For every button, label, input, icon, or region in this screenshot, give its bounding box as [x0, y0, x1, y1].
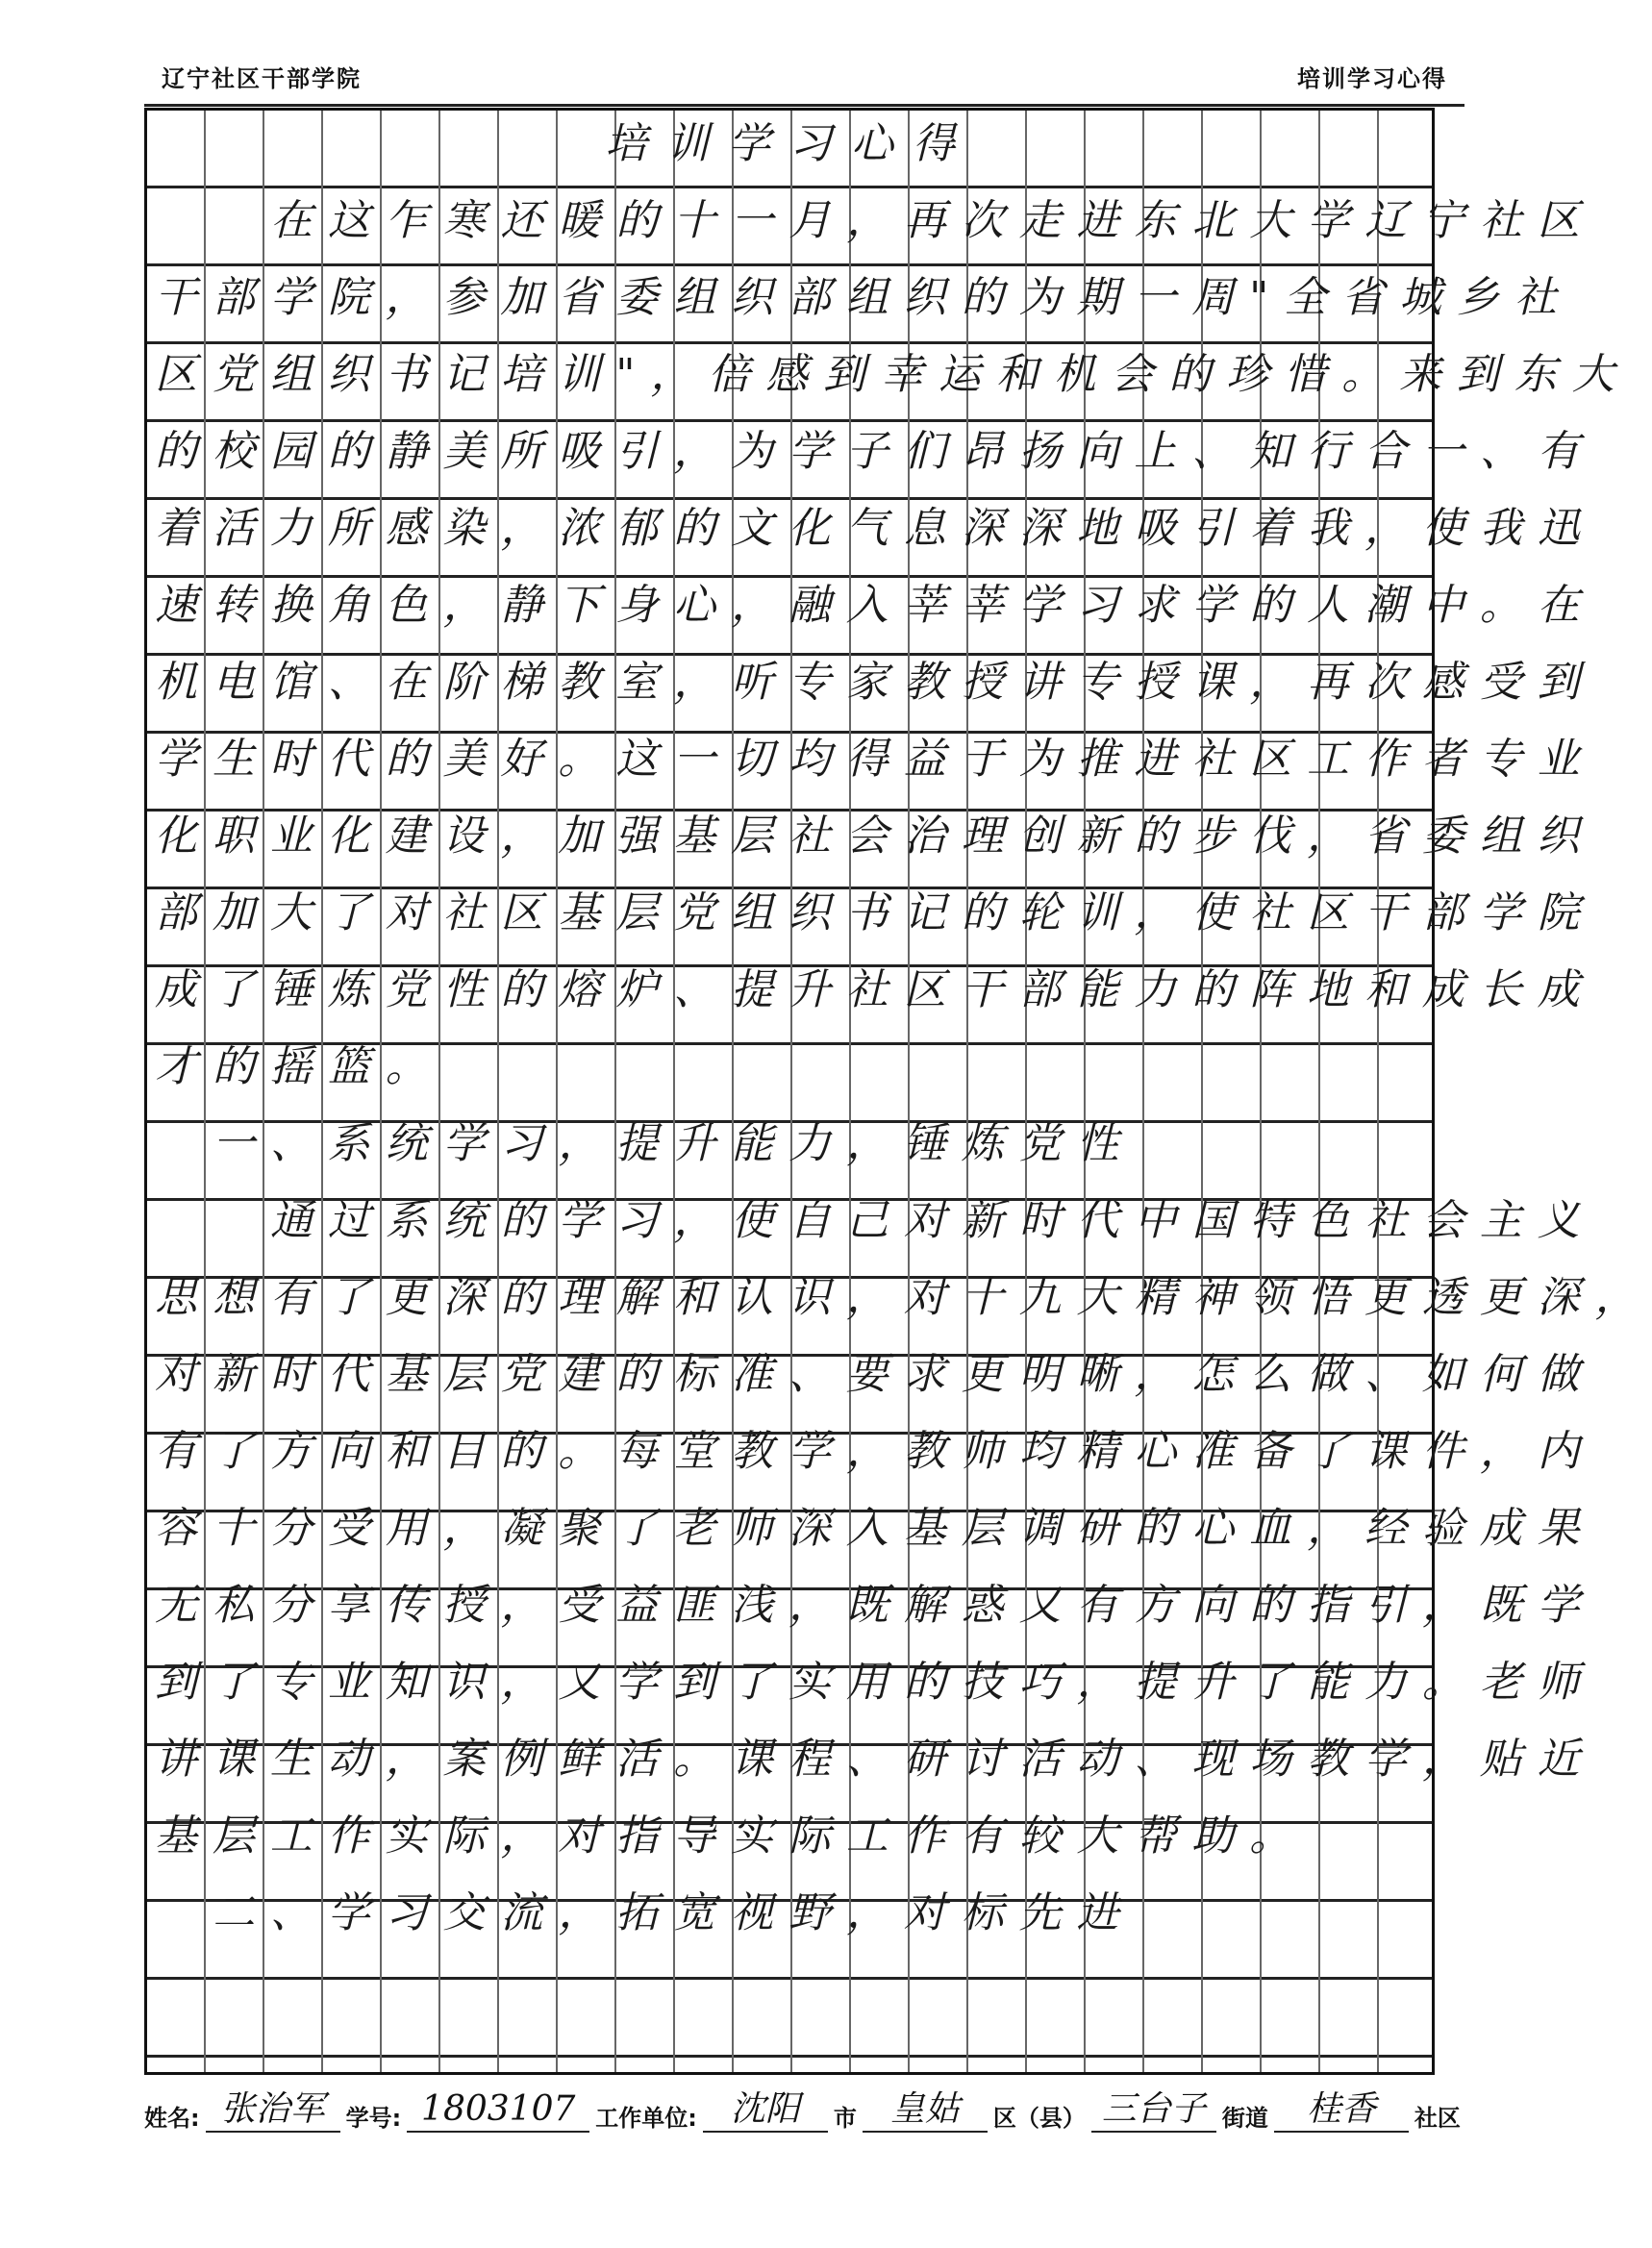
essay-line: 成了锤炼党性的熔炉、提升社区干部能力的阵地和成长成 — [155, 965, 1595, 1014]
writing-grid — [144, 108, 1652, 2075]
essay-line: 讲课生动，案例鲜活。课程、研讨活动、现场教学，贴近 — [155, 1735, 1595, 1784]
essay-line: 通过系统的学习，使自己对新时代中国特色社会主义 — [270, 1196, 1595, 1245]
community-field: 桂香 — [1274, 2090, 1409, 2133]
essay-line: 化职业化建设，加强基层社会治理创新的步伐，省委组织 — [155, 812, 1595, 861]
work-unit-label: 工作单位: — [595, 2105, 697, 2132]
essay-line: 无私分享传授，受益匪浅，既解惑又有方向的指引，既学 — [155, 1581, 1595, 1630]
essay-line: 着活力所感染，浓郁的文化气息深深地吸引着我，使我迅 — [155, 504, 1595, 553]
essay-line: 对新时代基层党建的标准、要求更明晰，怎么做、如何做 — [155, 1350, 1595, 1399]
essay-line: 基层工作实际，对指导实际工作有较大帮助。 — [155, 1811, 1307, 1861]
section-heading: 二、学习交流，拓宽视野，对标先进 — [213, 1888, 1135, 1937]
institution-name: 辽宁社区干部学院 — [162, 65, 362, 92]
city-field: 沈阳 — [703, 2090, 828, 2133]
street-suffix: 街道 — [1221, 2105, 1268, 2132]
essay-line: 有了方向和目的。每堂教学，教师均精心准备了课件，内 — [155, 1427, 1595, 1476]
essay-line: 到了专业知识，又学到了实用的技巧，提升了能力。老师 — [155, 1658, 1595, 1707]
student-id-field: 1803107 — [407, 2090, 589, 2133]
name-field: 张治军 — [206, 2090, 340, 2133]
essay-line: 机电馆、在阶梯教室，听专家教授讲专授课，再次感受到 — [155, 658, 1595, 707]
district-field: 皇姑 — [863, 2090, 988, 2133]
essay-line: 区党组织书记培训"，倍感到幸运和机会的珍惜。来到东大 — [155, 350, 1630, 399]
essay-line: 学生时代的美好。这一切均得益于为推进社区工作者专业 — [155, 735, 1595, 784]
community-suffix: 社区 — [1414, 2105, 1461, 2132]
essay-line: 干部学院，参加省委组织部组织的为期一周"全省城乡社 — [155, 273, 1572, 322]
essay-line: 才的摇篮。 — [155, 1042, 443, 1091]
district-suffix: 区（县） — [992, 2105, 1086, 2132]
essay-line: 容十分受用，凝聚了老师深入基层调研的心血，经验成果 — [155, 1504, 1595, 1553]
document-type: 培训学习心得 — [1297, 65, 1447, 92]
header-divider — [144, 104, 1464, 107]
essay-title: 培训学习心得 — [605, 119, 974, 168]
essay-line: 速转换角色，静下身心，融入莘莘学习求学的人潮中。在 — [155, 581, 1595, 630]
city-suffix: 市 — [833, 2105, 857, 2132]
section-heading: 一、系统学习，提升能力，锤炼党性 — [213, 1119, 1135, 1168]
student-id-label: 学号: — [345, 2105, 402, 2132]
essay-line: 部加大了对社区基层党组织书记的轮训，使社区干部学院 — [155, 888, 1595, 937]
essay-line: 的校园的静美所吸引，为学子们昂扬向上、知行合一、有 — [155, 427, 1595, 476]
essay-line: 在这乍寒还暖的十一月，再次走进东北大学辽宁社区 — [270, 196, 1595, 245]
name-label: 姓名: — [144, 2105, 200, 2132]
street-field: 三台子 — [1091, 2090, 1216, 2133]
essay-line: 思想有了更深的理解和认识，对十九大精神领悟更透更深， — [155, 1273, 1652, 1322]
student-info-footer — [144, 2090, 1464, 2133]
